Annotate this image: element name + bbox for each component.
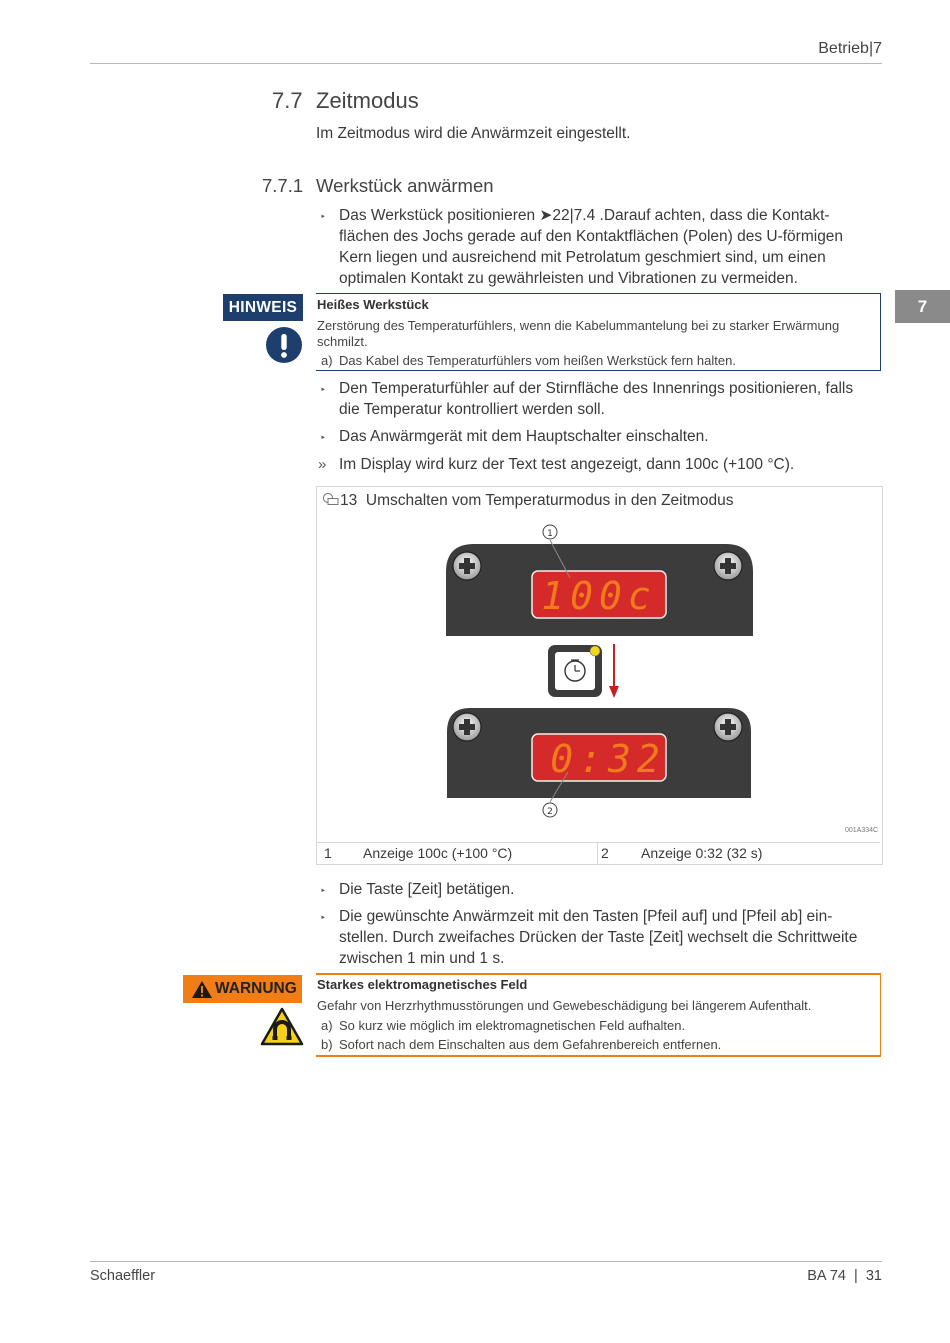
step-line: Kern liegen und ausreichend mit Petrolatum geschmiert sind, um einen	[339, 249, 826, 266]
legend-divider	[597, 843, 598, 864]
step-line: Im Display wird kurz der Text test angezeigt, dann 100c (+100 °C).	[339, 456, 795, 473]
notice-label: HINWEIS	[223, 294, 303, 321]
warning-title: Starkes elektromagnetisches Feld	[317, 977, 528, 992]
clock-button-icon	[548, 645, 602, 697]
step-line: optimalen Kontakt zu gewährleisten und Vibrationen zu vermeiden.	[339, 270, 798, 287]
footer-page-number: 31	[865, 1268, 882, 1284]
figure-code: 001A334C	[845, 827, 879, 834]
warning-item-marker: a)	[321, 1018, 333, 1033]
step-line: flächen des Jochs gerade auf den Kontaktflächen (Polen) des U-förmigen	[339, 228, 844, 245]
legend-num: 1	[324, 845, 332, 861]
bullet-marker: ‣	[320, 212, 326, 223]
plus-screw-icon	[714, 713, 742, 741]
footer-separator: |	[854, 1268, 858, 1284]
result-marker: »	[318, 456, 327, 473]
legend-text: Anzeige 100c (+100 °C)	[363, 845, 513, 861]
figure-legend	[317, 842, 880, 864]
bullet-marker: ‣	[320, 886, 326, 897]
display-illustration	[440, 520, 760, 820]
warning-text: Gefahr von Herzrhythmusstörungen und Gewebeschädigung bei längerem Aufenthalt.	[317, 998, 812, 1013]
notice-title: Heißes Werkstück	[317, 297, 429, 312]
figure-icon	[322, 492, 340, 506]
step-line: stellen. Durch zweifaches Drücken der Taste [Zeit] wechselt die Schrittweite	[339, 929, 858, 946]
footer-rule	[90, 1261, 882, 1262]
callout-1: 1	[547, 529, 553, 539]
warning-label-text: WARNUNG	[215, 980, 297, 997]
step-line: Den Temperaturfühler auf der Stirnfläche des Innenrings positionieren, falls	[339, 380, 854, 397]
footer-doc: BA 74	[807, 1268, 846, 1284]
warning-triangle-icon	[191, 980, 213, 999]
plus-screw-icon	[714, 552, 742, 580]
bullet-marker: ‣	[320, 385, 326, 396]
chapter-tab[interactable]: 7	[895, 290, 950, 323]
running-header: Betrieb|7	[818, 40, 882, 57]
header-rule	[90, 63, 882, 64]
display-readout-bottom: 0:32	[550, 737, 666, 781]
list-item	[316, 879, 884, 900]
plus-screw-icon	[453, 713, 481, 741]
list-item	[316, 426, 884, 447]
figure-title: Umschalten vom Temperaturmodus in den Zeitmodus	[365, 492, 734, 509]
plus-screw-icon	[453, 552, 481, 580]
step-line: Die gewünschte Anwärmzeit mit den Tasten [Pfeil auf] und [Pfeil ab] ein-	[339, 908, 833, 925]
section-title: Zeitmodus	[316, 88, 419, 113]
step-line: Die Taste [Zeit] betätigen.	[339, 881, 515, 898]
footer-page-info	[807, 1268, 882, 1284]
step-line: die Temperatur kontrolliert werden soll.	[339, 401, 605, 418]
bullet-marker: ‣	[320, 433, 326, 444]
list-item	[316, 454, 884, 475]
exclamation-icon	[266, 327, 302, 363]
step-line: Das Anwärmgerät mit dem Hauptschalter einschalten.	[339, 428, 709, 445]
figure-caption	[322, 492, 733, 510]
figure-number: 13	[340, 492, 358, 509]
display-readout-top: 100c	[541, 574, 657, 618]
list-item	[316, 205, 884, 289]
bullet-marker: ‣	[320, 913, 326, 924]
subsection-title: Werkstück anwärmen	[316, 175, 494, 196]
list-item	[316, 378, 884, 420]
step-line: Das Werkstück positionieren ➤22|7.4 .Darauf achten, dass die Kontakt-	[339, 207, 830, 224]
subsection-number: 7.7.1	[262, 175, 304, 196]
notice-box	[316, 293, 881, 371]
legend-num: 2	[601, 845, 609, 861]
notice-text: Zerstörung des Temperaturfühlers, wenn die Kabelummantelung bei zu starker Erwärmung schmilzt.	[317, 318, 840, 349]
section-number: 7.7	[272, 88, 303, 113]
warning-label	[183, 975, 302, 1003]
arrow-down-icon	[609, 644, 619, 698]
legend-text: Anzeige 0:32 (32 s)	[641, 845, 763, 861]
list-item	[316, 906, 884, 969]
section-intro: Im Zeitmodus wird die Anwärmzeit eingestellt.	[316, 125, 631, 142]
footer-company: Schaeffler	[90, 1268, 156, 1284]
magnet-warning-icon	[260, 1007, 304, 1046]
notice-item-marker: a)	[321, 353, 333, 368]
callout-2: 2	[547, 807, 553, 817]
step-line: zwischen 1 min und 1 s.	[339, 950, 505, 967]
warning-item-text: Sofort nach dem Einschalten aus dem Gefahrenbereich entfernen.	[339, 1037, 722, 1052]
warning-item-text: So kurz wie möglich im elektromagnetischen Feld aufhalten.	[339, 1018, 686, 1033]
notice-item-text: Das Kabel des Temperaturfühlers vom heißen Werkstück fern halten.	[339, 353, 736, 368]
warning-item-marker: b)	[321, 1037, 333, 1052]
warning-box	[316, 973, 881, 1057]
